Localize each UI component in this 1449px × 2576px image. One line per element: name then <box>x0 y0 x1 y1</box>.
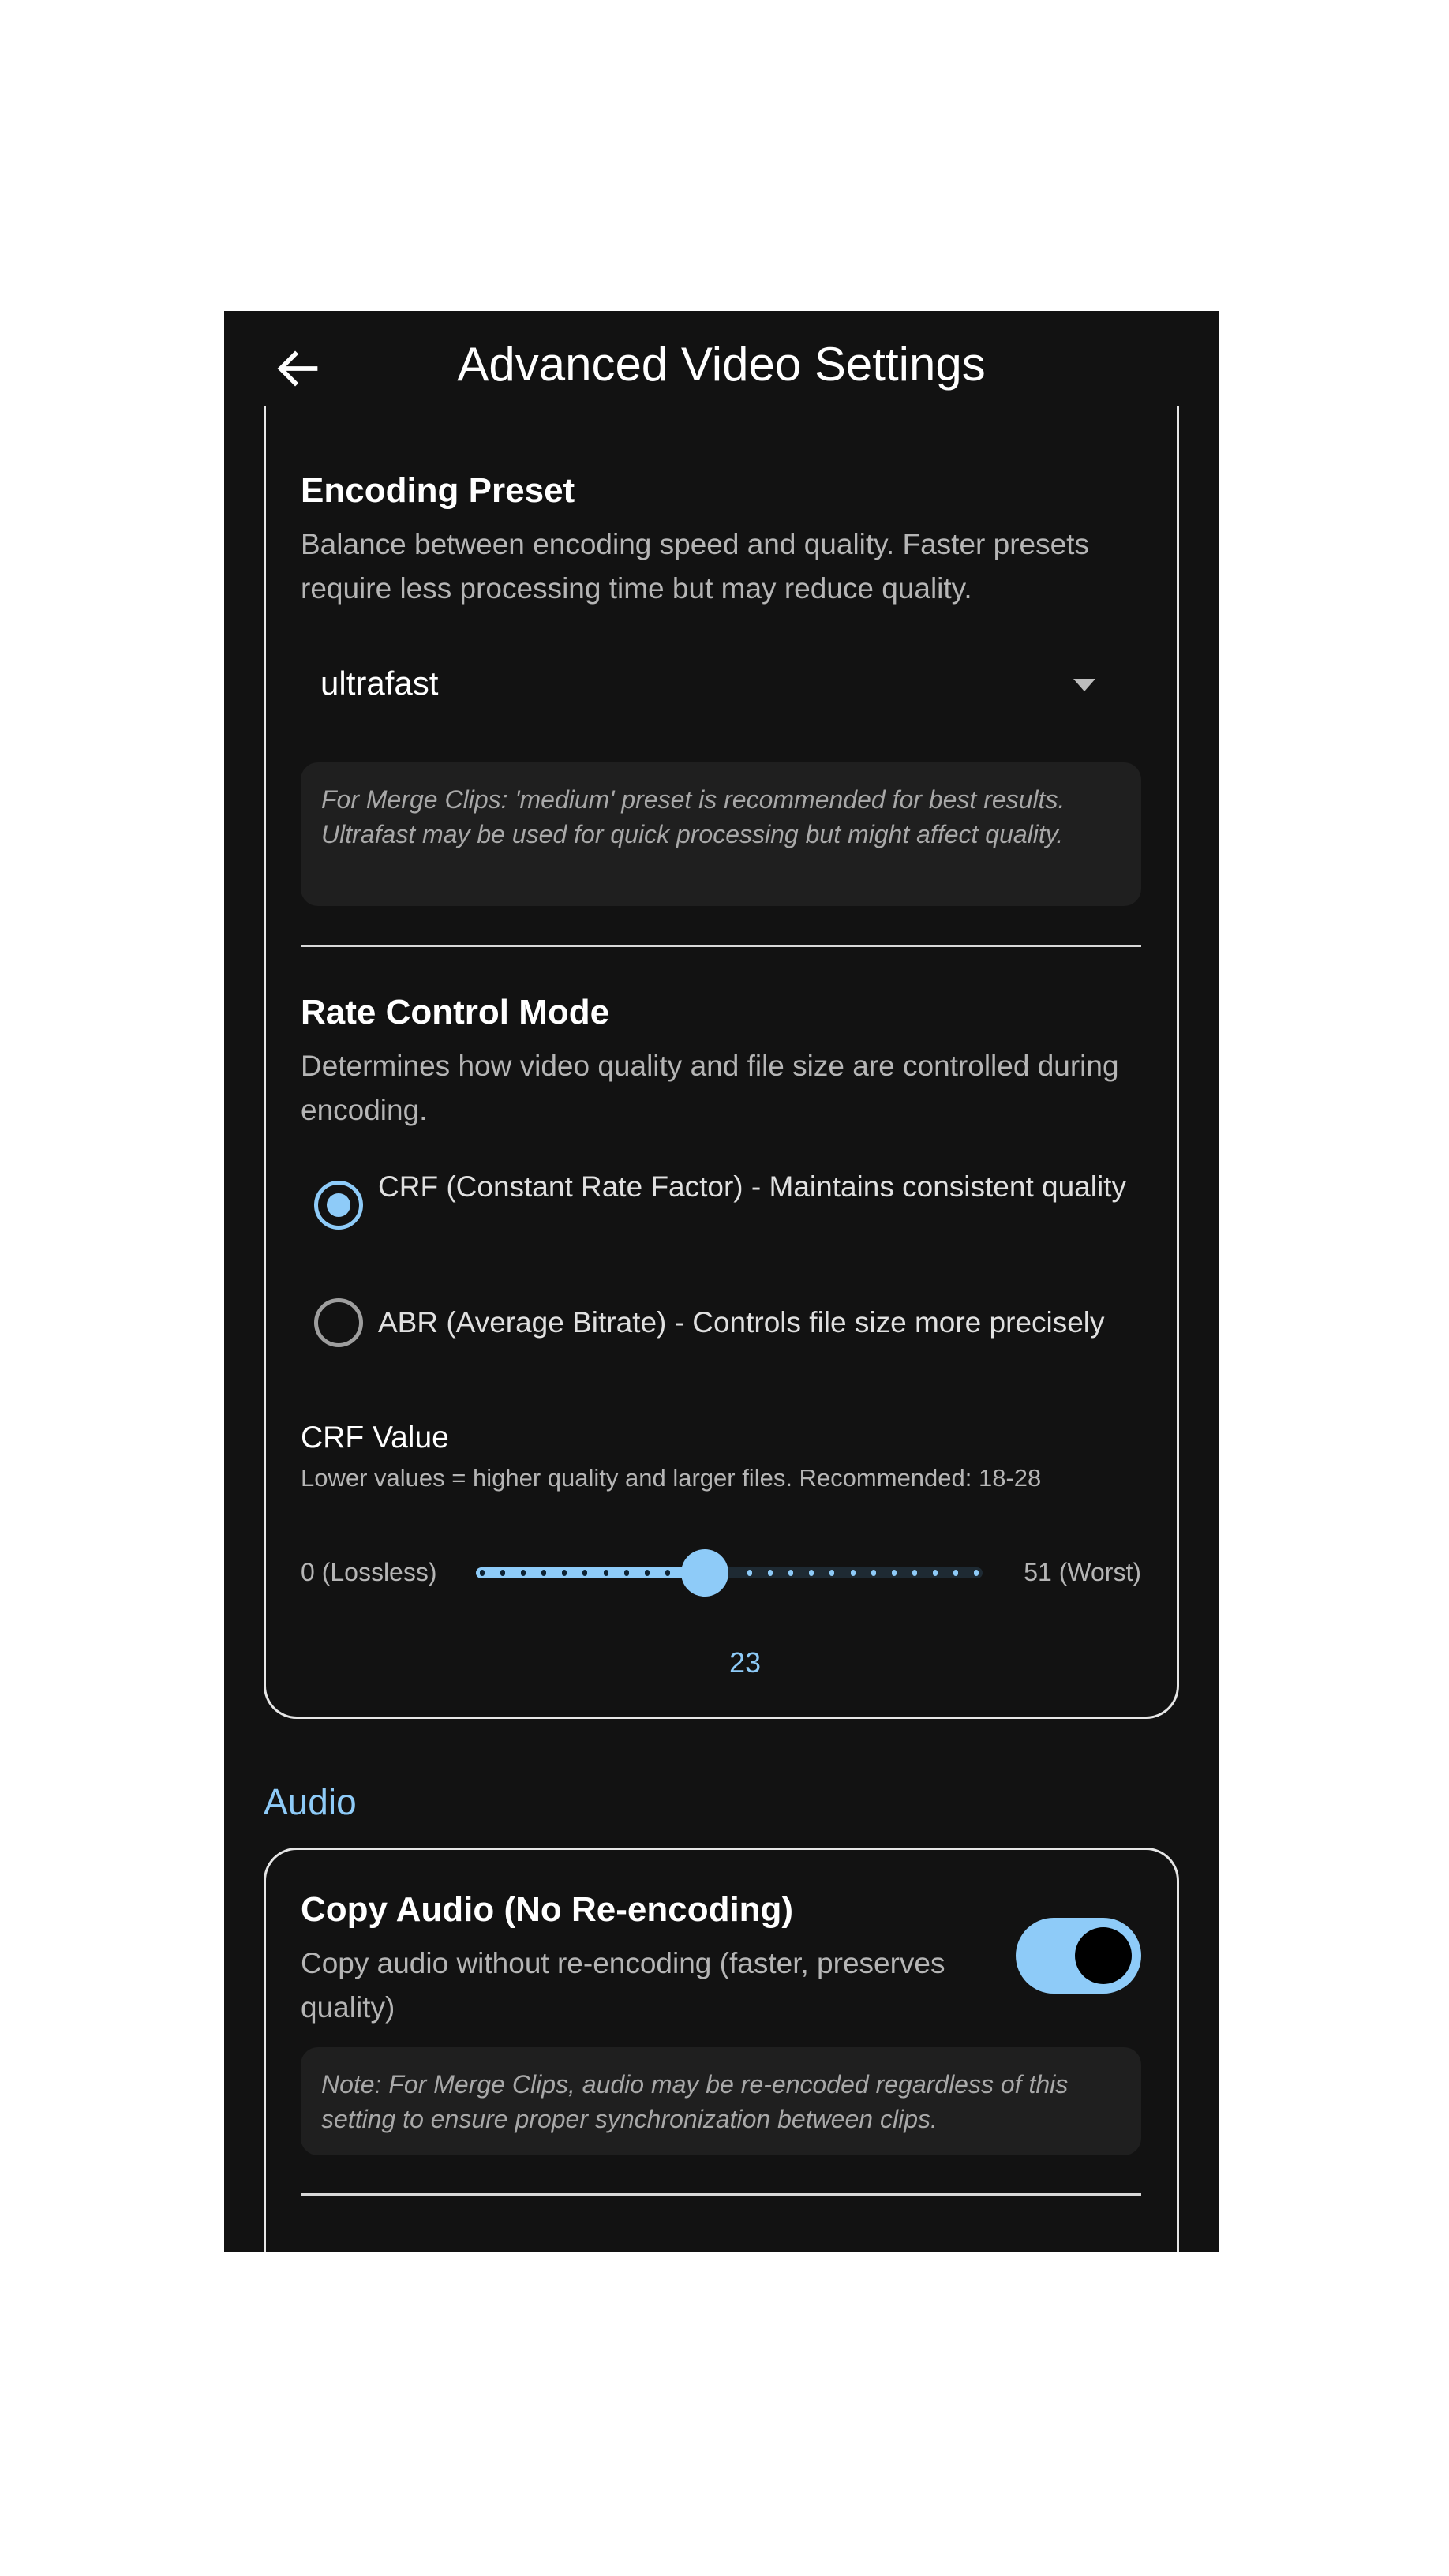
slider-tick <box>521 1570 526 1576</box>
crf-slider[interactable] <box>476 1549 983 1597</box>
app-screen <box>224 311 1219 2252</box>
slider-tick <box>541 1570 546 1576</box>
slider-tick <box>892 1570 897 1576</box>
preset-selected-value: ultrafast <box>320 665 439 702</box>
audio-section-header: Audio <box>264 1781 357 1822</box>
slider-tick <box>974 1570 979 1576</box>
slider-tick <box>500 1570 505 1576</box>
slider-tick <box>788 1570 793 1576</box>
slider-thumb[interactable] <box>681 1549 728 1597</box>
crf-max-label: 51 (Worst) <box>1024 1558 1141 1586</box>
slider-tick <box>933 1570 938 1576</box>
copy-audio-description: Copy audio without re-encoding (faster, preserves quality) <box>301 1947 945 2024</box>
toggle-thumb <box>1075 1927 1132 1984</box>
preset-dropdown[interactable] <box>301 658 1141 715</box>
preset-note: For Merge Clips: 'medium' preset is recommended for best results. Ultrafast may be used for quick processing but might affect quality. <box>301 762 1141 906</box>
rate-control-description: Determines how video quality and file size are controlled during encoding. <box>301 1050 1119 1126</box>
page-title: Advanced Video Settings <box>457 338 986 391</box>
crf-min-label: 0 (Lossless) <box>301 1558 437 1586</box>
slider-tick <box>480 1570 485 1576</box>
copy-audio-toggle[interactable] <box>1016 1918 1141 1994</box>
rate-control-title: Rate Control Mode <box>301 993 610 1032</box>
slider-tick <box>747 1570 752 1576</box>
crf-value-title: CRF Value <box>301 1421 449 1455</box>
divider <box>301 2193 1141 2196</box>
slider-tick <box>665 1570 670 1576</box>
slider-tick <box>645 1570 650 1576</box>
copy-audio-title: Copy Audio (No Re-encoding) <box>301 1890 794 1929</box>
slider-tick <box>871 1570 876 1576</box>
encoding-preset-title: Encoding Preset <box>301 471 575 510</box>
crf-value-description: Lower values = higher quality and larger files. Recommended: 18-28 <box>301 1464 1042 1492</box>
slider-tick <box>851 1570 856 1576</box>
dropdown-arrow-icon <box>1073 679 1095 691</box>
radio-abr[interactable] <box>314 1298 363 1347</box>
radio-crf-label: CRF (Constant Rate Factor) - Maintains consistent quality <box>378 1170 1126 1203</box>
slider-tick <box>604 1570 608 1576</box>
encoding-preset-description: Balance between encoding speed and quality. Faster presets require less processing time but may reduce quality. <box>301 528 1089 605</box>
divider <box>301 945 1141 947</box>
slider-tick <box>912 1570 917 1576</box>
slider-tick <box>624 1570 629 1576</box>
radio-abr-label: ABR (Average Bitrate) - Controls file size more precisely <box>378 1306 1105 1339</box>
audio-note: Note: For Merge Clips, audio may be re-encoded regardless of this setting to ensure proper synchronization between clips. <box>301 2047 1141 2155</box>
crf-current-value: 23 <box>728 1646 762 1679</box>
slider-tick <box>768 1570 773 1576</box>
slider-track-active <box>476 1567 705 1578</box>
radio-crf[interactable] <box>314 1181 363 1230</box>
slider-tick <box>953 1570 958 1576</box>
